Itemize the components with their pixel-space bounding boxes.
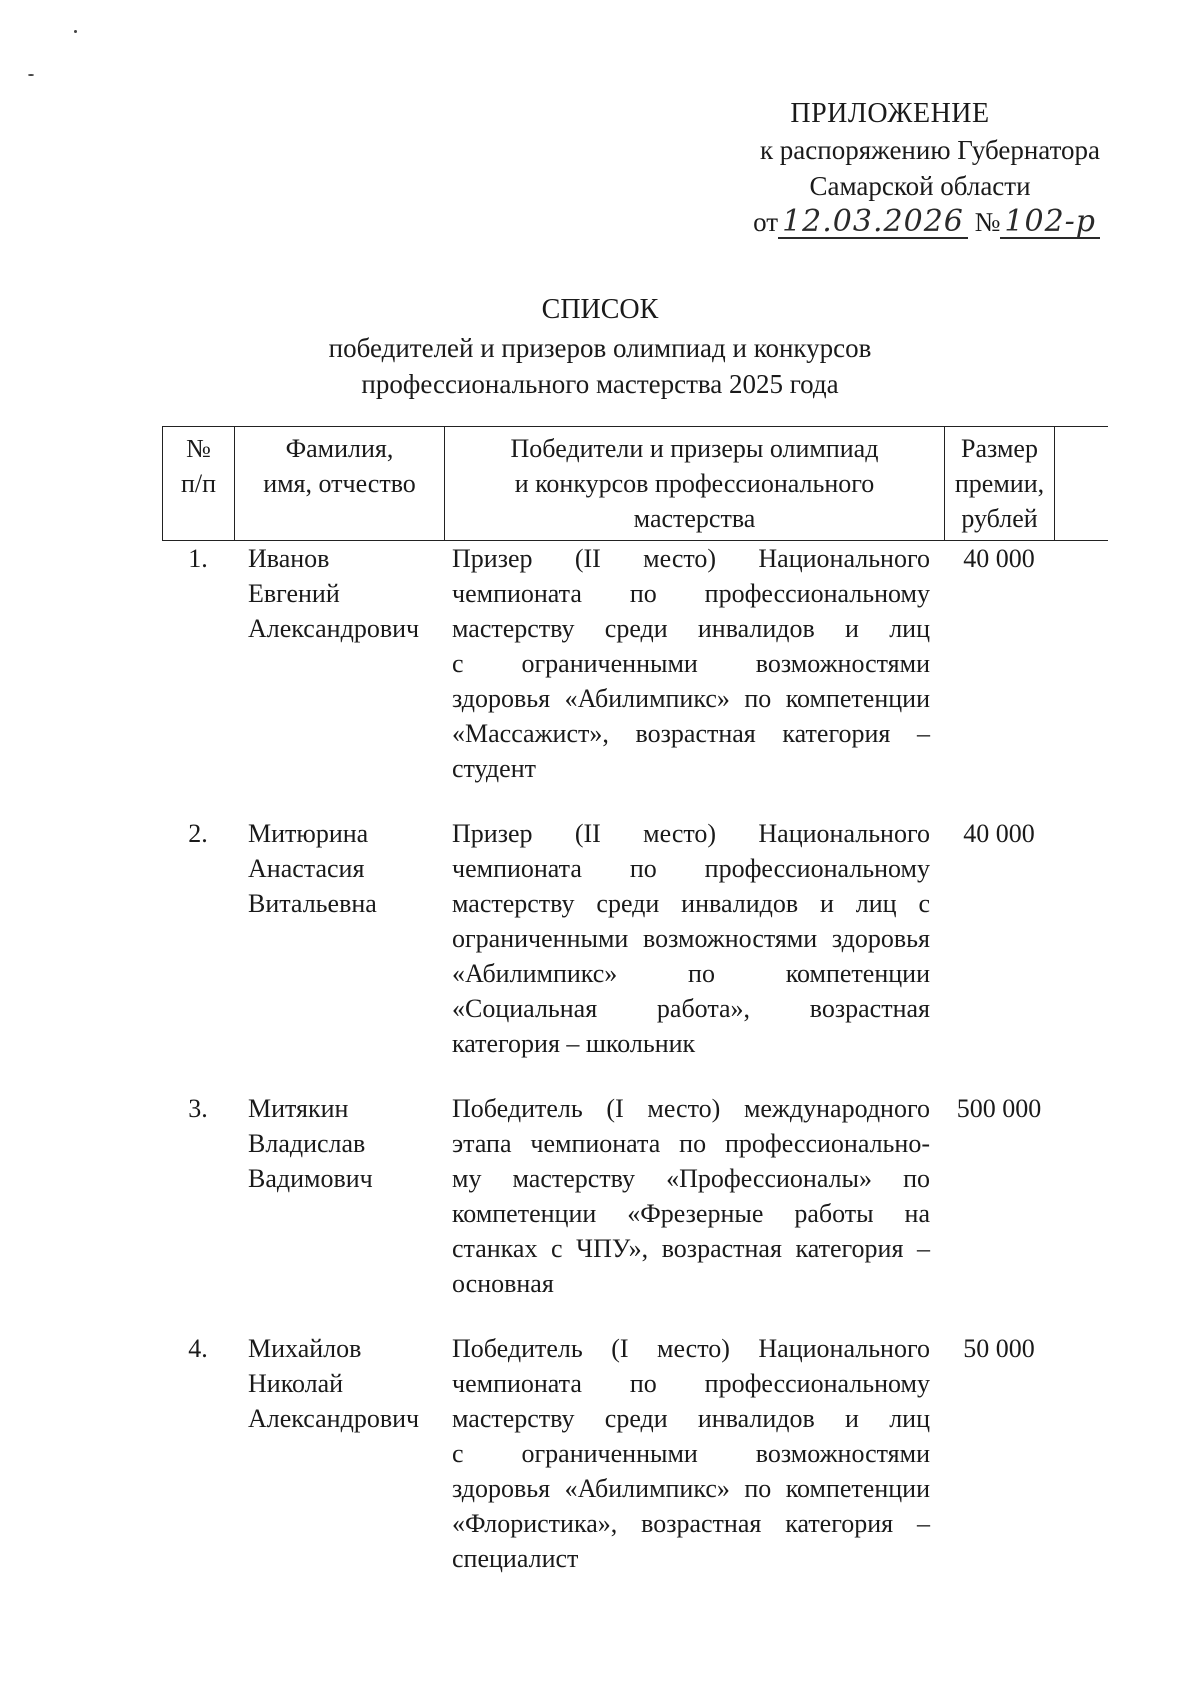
header-name — [235, 427, 445, 540]
patronymic: Александрович — [248, 1404, 420, 1433]
row-amount: 50 000 — [963, 1334, 1035, 1363]
appendix-block — [680, 96, 1100, 240]
desc-line: мастерству среди инвалидов и лиц — [452, 1404, 930, 1433]
handwritten-number: 102-р — [1000, 207, 1100, 239]
header-num-line: № — [186, 434, 211, 463]
desc-line: специалист — [452, 1544, 579, 1573]
patronymic: Александрович — [248, 614, 420, 643]
header-amount-line: премии, — [954, 469, 1045, 498]
desc-line: мастерству среди инвалидов и лиц — [452, 614, 930, 643]
first-name: Евгений — [248, 579, 340, 608]
desc-line: Призер (II место) Национального — [452, 819, 930, 848]
header-desc-line: мастерства — [633, 504, 756, 533]
row-description — [444, 1331, 944, 1576]
row-amount: 40 000 — [963, 544, 1035, 573]
desc-line: чемпионата по профессиональному — [452, 854, 930, 883]
scan-speck — [28, 74, 34, 76]
row-amount: 500 000 — [956, 1094, 1042, 1123]
header-num-line: п/п — [180, 469, 217, 498]
number-prefix: № — [974, 207, 1001, 237]
desc-line: «Флористика», возрастная категория – — [452, 1509, 930, 1538]
winners-table — [162, 426, 1108, 1606]
handwritten-date: 12.03.2026 — [778, 207, 968, 239]
header-amount — [945, 427, 1055, 540]
row-number: 4. — [188, 1334, 208, 1363]
desc-line: Победитель (I место) международного — [452, 1094, 930, 1123]
table-row — [162, 1331, 1108, 1576]
desc-line: мастерству среди инвалидов и лиц с — [452, 889, 930, 918]
header-amount-line: Размер — [961, 434, 1038, 463]
first-name: Николай — [248, 1369, 344, 1398]
header-name-line: Фамилия, — [285, 434, 394, 463]
appendix-title: ПРИЛОЖЕНИЕ — [790, 98, 990, 129]
desc-line: «Массажист», возрастная категория – — [452, 719, 930, 748]
row-number: 2. — [188, 819, 208, 848]
desc-line: му мастерству «Профессионалы» по — [452, 1164, 930, 1193]
table-row — [162, 1091, 1108, 1301]
row-description — [444, 541, 944, 786]
header-amount-line: рублей — [961, 504, 1038, 533]
surname: Михайлов — [248, 1334, 362, 1363]
desc-line: Призер (II место) Национального — [452, 544, 930, 573]
desc-line: ограниченными возможностями здоровья — [452, 924, 930, 953]
patronymic: Витальевна — [248, 889, 377, 918]
header-name-line: имя, отчество — [263, 469, 416, 498]
desc-line: основная — [452, 1269, 554, 1298]
row-name — [234, 541, 444, 786]
first-name: Владислав — [248, 1129, 366, 1158]
desc-line: чемпионата по профессиональному — [452, 579, 930, 608]
appendix-line-1: к распоряжению Губернатора — [759, 135, 1100, 165]
scan-speck — [74, 30, 77, 33]
list-subtitle-line-1: победителей и призеров олимпиад и конкурсов — [328, 333, 872, 363]
table-header — [162, 426, 1108, 541]
desc-line: студент — [452, 754, 536, 783]
table-row — [162, 541, 1108, 786]
surname: Митюрина — [248, 819, 369, 848]
row-description — [444, 816, 944, 1061]
appendix-date-line — [680, 204, 1100, 240]
surname: Митякин — [248, 1094, 349, 1123]
desc-line: категория – школьник — [452, 1029, 696, 1058]
header-desc-line: и конкурсов профессионального — [514, 469, 875, 498]
desc-line: компетенции «Фрезерные работы на — [452, 1199, 930, 1228]
desc-line: «Абилимпикс» по компетенции — [452, 959, 930, 988]
desc-line: станках с ЧПУ», возрастная категория – — [452, 1234, 930, 1263]
desc-line: «Социальная работа», возрастная — [452, 994, 930, 1023]
row-number: 1. — [188, 544, 208, 573]
header-desc-line: Победители и призеры олимпиад — [510, 434, 879, 463]
date-prefix: от — [753, 207, 779, 237]
row-amount: 40 000 — [963, 819, 1035, 848]
desc-line: этапа чемпионата по профессионально- — [452, 1129, 930, 1158]
first-name: Анастасия — [248, 854, 365, 883]
desc-line: чемпионата по профессиональному — [452, 1369, 930, 1398]
desc-line: здоровья «Абилимпикс» по компетенции — [452, 684, 930, 713]
appendix-line-2: Самарской области — [809, 171, 1031, 201]
list-heading: СПИСОК — [541, 294, 659, 325]
row-name — [234, 816, 444, 1061]
desc-line: с ограниченными возможностями — [452, 1439, 930, 1468]
header-num — [163, 427, 235, 540]
surname: Иванов — [248, 544, 330, 573]
desc-line: с ограниченными возможностями — [452, 649, 930, 678]
row-number: 3. — [188, 1094, 208, 1123]
header-description — [445, 427, 945, 540]
row-name — [234, 1331, 444, 1576]
table-body — [162, 541, 1108, 1576]
document-title — [0, 292, 1200, 402]
row-name — [234, 1091, 444, 1301]
table-row — [162, 816, 1108, 1061]
patronymic: Вадимович — [248, 1164, 373, 1193]
desc-line: здоровья «Абилимпикс» по компетенции — [452, 1474, 930, 1503]
list-subtitle-line-2: профессионального мастерства 2025 года — [361, 369, 839, 399]
row-description — [444, 1091, 944, 1301]
desc-line: Победитель (I место) Национального — [452, 1334, 930, 1363]
